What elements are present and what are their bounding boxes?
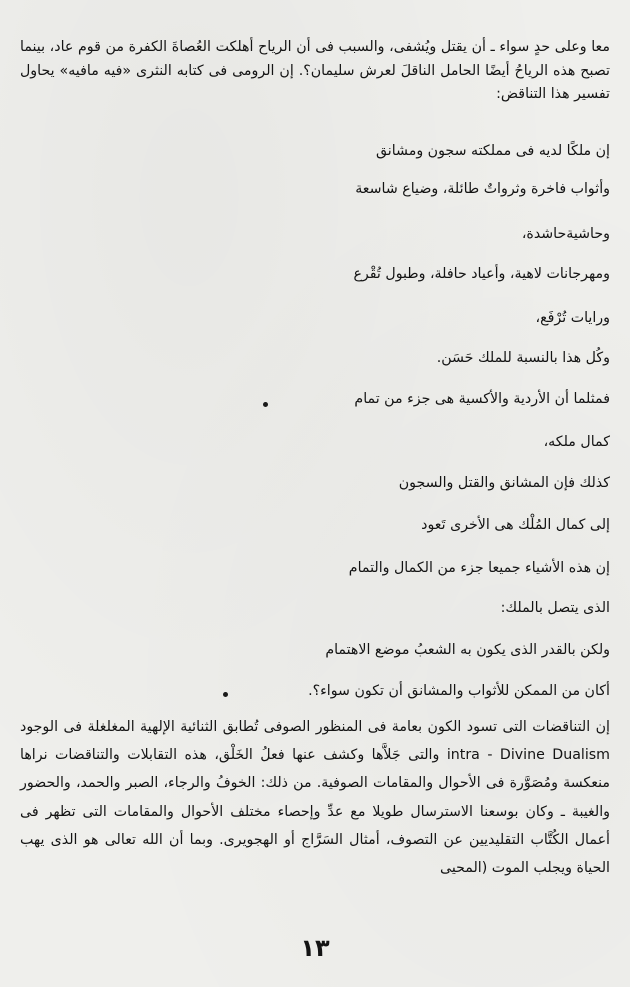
verse-line: أكان من الممكن للأثواب والمشانق أن تكون سواء؟. [308, 683, 610, 699]
verse-line: ولكن بالقدر الذى يكون به الشعبُ موضع الاهتمام [325, 642, 610, 658]
verse-line: وكُل هذا بالنسبة للملك حَسَن. [436, 350, 610, 366]
stray-dot [263, 402, 268, 407]
verse-line: إن هذه الأشياء جميعا جزء من الكمال والتمام [348, 560, 610, 576]
page-number: ١٣ [300, 934, 330, 962]
verse-line: كذلك فإن المشانق والقتل والسجون [398, 475, 610, 491]
verse-line: وحاشيةحاشدة، [521, 226, 610, 242]
verse-line: إن ملكًا لديه فى مملكته سجون ومشانق [375, 143, 610, 159]
verse-line: فمثلما أن الأردية والأكسية هى جزء من تمام [354, 391, 610, 407]
verse-line: وأثواب فاخرة وثرواتٌ طائلة، وضياع شاسعة [355, 181, 610, 197]
verse-line: كمال ملكه، [543, 434, 610, 450]
opening-paragraph: معا وعلى حدٍ سواء ـ أن يقتل ويُشفى، والسبب فى أن الرياح أهلكت العُصاةَ الكفرة من قوم عاد، بينما تصبح هذه الرياحُ أيضًا الحامل الناقلَ لعرش سليمان؟. إن الرومى فى كتابه النثرى «فيه مافيه» يحاول تفسير هذا التناقض: [20, 39, 610, 102]
stray-dot [223, 692, 228, 697]
verse-line: الذى يتصل بالملك: [500, 600, 610, 616]
verse-line: ورايات تُرْفَع، [535, 310, 610, 326]
verse-line: ومهرجانات لاهية، وأعياد حافلة، وطبول تُقْرع [353, 266, 610, 282]
closing-paragraph: إن التناقضات التى تسود الكون بعامة فى المنظور الصوفى تُطابق الثنائية الإلهية المغلغلة فى الوجود intra - Divine Dualism والتى جَلاَّها وكشف عنها فعلُ الخَلْق، هذه التقابلات والتناقضات نراها منعكسة ومُصَوَّرة فى الأحوال والمقامات الصوفية. من ذلك: الخوفُ والرجاء، الصبر والحمد، والحضور والغيبة ـ وكان بوسعنا الاسترسال طويلا مع عدِّ وإحصاء مختلف الأحوال والمقامات التى تظهر فى أعمال الكُتَّاب التقليديين عن التصوف، أمثال السَرَّاج أو الهجويرى. وبما أن الله تعالى هو الذى يهب الحياة ويجلب الموت (المحيى [20, 719, 610, 877]
verse-line: إلى كمال المُلْك هى الأخرى تَعود [421, 517, 610, 533]
